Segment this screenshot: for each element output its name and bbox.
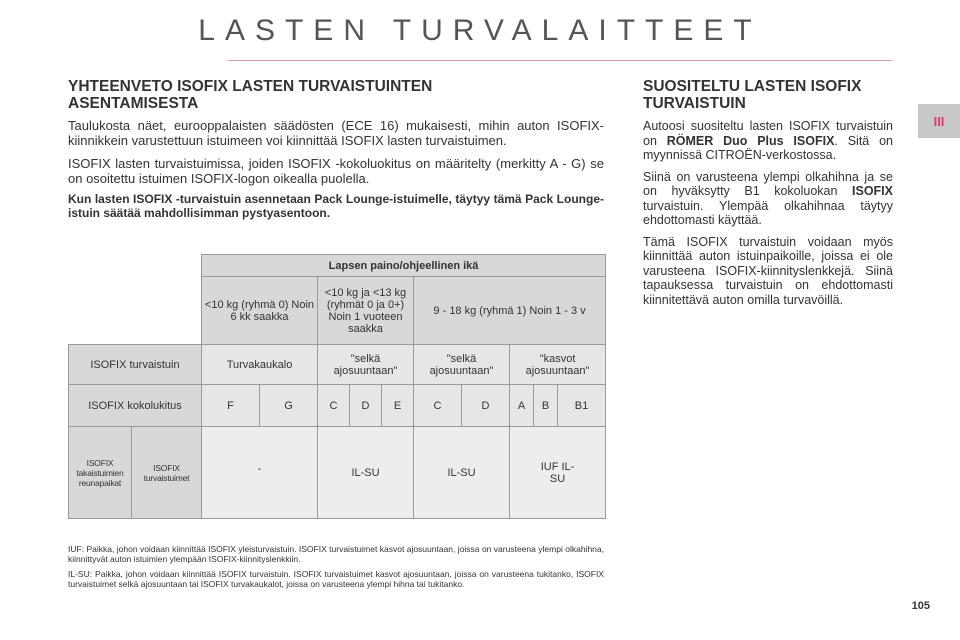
title-divider	[228, 60, 892, 61]
summary-heading: YHTEENVETO ISOFIX LASTEN TURVAISTUINTEN ASENTAMISESTA	[68, 78, 433, 112]
size-class-cell: B1	[558, 385, 606, 427]
recommended-heading: SUOSITELTU LASTEN ISOFIX TURVAISTUIN	[643, 78, 862, 112]
row-label-class: ISOFIX kokolukitus	[69, 385, 202, 427]
size-class-cell: G	[260, 385, 318, 427]
recommended-paragraph-3: Tämä ISOFIX turvaistuin voidaan myös kiinnittää auton istuinpaikoille, joissa ei ole varusteena ISOFIX-kiinnityslenkkejä. Siinä tapauksessa turvaistuin on ehdottomasti kiinnitettävä auton omilla turvavöillä.	[643, 234, 893, 307]
row-sublabel-positions: ISOFIX turvaistuimet	[132, 427, 202, 519]
seat-type-cell: "selkä ajosuuntaan"	[414, 345, 510, 385]
size-class-cell: B	[534, 385, 558, 427]
group-0-header: <10 kg (ryhmä 0) Noin 6 kk saakka	[202, 277, 318, 345]
size-class-cell: C	[414, 385, 462, 427]
isofix-table	[68, 254, 606, 519]
group-0plus-header: <10 kg ja <13 kg (ryhmät 0 ja 0+) Noin 1 vuoteen saakka	[318, 277, 414, 345]
group-1-header: 9 - 18 kg (ryhmä 1) Noin 1 - 3 v	[414, 277, 606, 345]
position-cell: -	[202, 427, 318, 519]
position-cell: IUF IL-SU	[510, 427, 606, 519]
recommended-text: . Sitä on myynnissä CITROËN-verkostossa.	[643, 133, 893, 162]
page-number: 105	[911, 600, 930, 612]
recommended-isofix: ISOFIX	[852, 184, 893, 198]
summary-paragraph-2: ISOFIX lasten turvaistuimissa, joiden ISOFIX -kokoluokitus on määritelty (merkitty A - G) se on osoitettu istuimen ISOFIX-logon oikealla puolella.	[68, 156, 604, 186]
seat-type-cell: "kasvot ajosuuntaan"	[510, 345, 606, 385]
summary-section	[68, 78, 604, 220]
recommended-text: Siinä on varusteena ylempi olkahihna ja se on hyväksytty B1 kokoluokan	[643, 169, 893, 198]
recommended-text: turvaistuin. Ylempää olkahihnaa täytyy ehdottomasti käyttää.	[643, 198, 893, 227]
seat-type-cell: "selkä ajosuuntaan"	[318, 345, 414, 385]
row-label-seat: ISOFIX turvaistuin	[69, 345, 202, 385]
chapter-tab[interactable]: III	[918, 104, 960, 138]
recommended-paragraph-1	[643, 119, 893, 163]
footnote-ilsu: IL-SU: Paikka, johon voidaan kiinnittää ISOFIX turvaistuin. ISOFIX turvaistuimet kasvot ajosuuntaan, joissa on varusteena tukitanko, ISOFIX turvaistuimet selkä ajosuuntaan tai ISOFIX turvakaukalot, joissa on varusteena ylempi hihna tai tukitanko.	[68, 569, 604, 589]
summary-paragraph-1: Taulukosta näet, eurooppalaisten säädösten (ECE 16) mukaisesti, mihin auton ISOFIX-kiinnikkein varustettuun istuimeen voi kiinnittää ISOFIX lasten turvaistuimen.	[68, 118, 604, 148]
size-class-cell: E	[382, 385, 414, 427]
recommended-paragraph-2	[643, 170, 893, 228]
recommended-product: RÖMER Duo Plus ISOFIX	[666, 133, 835, 148]
footnote-iuf: IUF: Paikka, johon voidaan kiinnittää ISOFIX yleisturvaistuin. ISOFIX turvaistuimet kasvot ajosuuntaan, joissa on varusteena ylempi olkahihna, kiinnittyvät auton istuimien ylempään ISOFIX-kiinnityslenkkiin.	[68, 544, 604, 564]
row-label-positions: ISOFIX takaistuimien reunapaikat	[69, 427, 132, 519]
size-class-cell: D	[462, 385, 510, 427]
summary-note: Kun lasten ISOFIX -turvaistuin asennetaan Pack Lounge-istuimelle, täytyy tämä Pack Lounge-istuin säätää mahdollisimman pystyasentoon.	[68, 192, 604, 220]
size-class-cell: F	[202, 385, 260, 427]
size-class-cell: C	[318, 385, 350, 427]
seat-type-cell: Turvakaukalo	[202, 345, 318, 385]
position-cell: IL-SU	[318, 427, 414, 519]
table-header: Lapsen paino/ohjeellinen ikä	[202, 255, 606, 277]
position-cell: IL-SU	[414, 427, 510, 519]
recommended-text: Autoosi suositeltu lasten ISOFIX turvaistuin on	[643, 119, 893, 148]
recommended-section	[643, 78, 893, 307]
size-class-cell: D	[350, 385, 382, 427]
size-class-cell: A	[510, 385, 534, 427]
page-title: LASTEN TURVALAITTEET	[198, 14, 762, 47]
table-corner	[69, 255, 202, 277]
table-corner	[69, 277, 202, 345]
